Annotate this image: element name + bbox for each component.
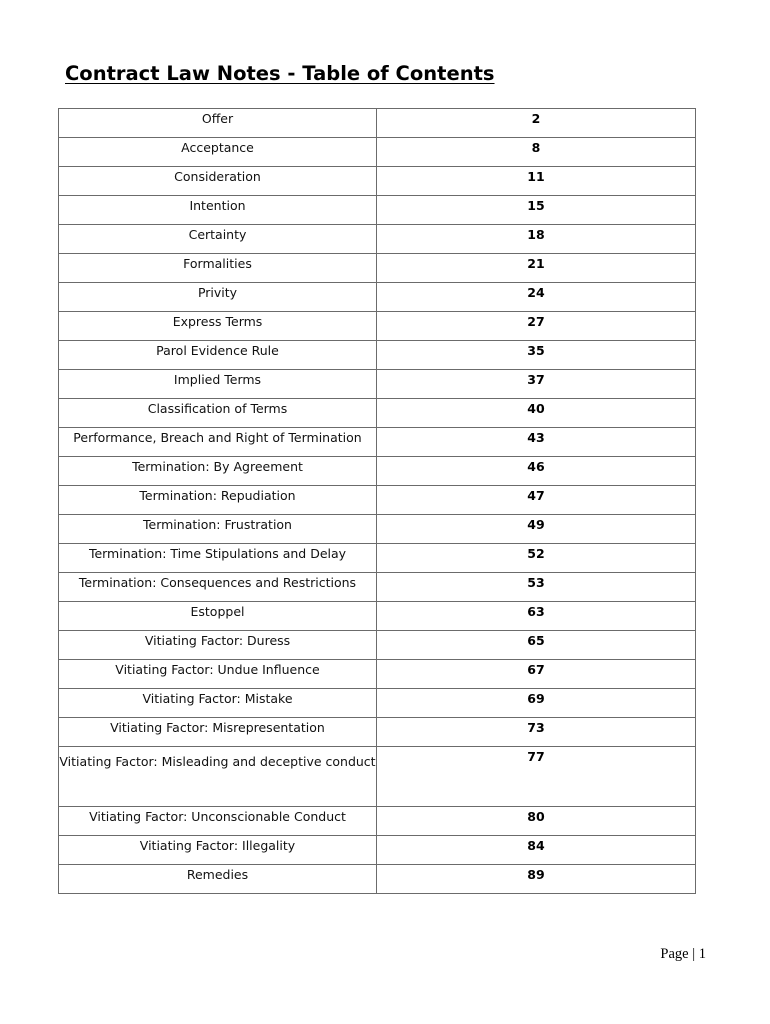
toc-entry-title: Estoppel: [59, 602, 377, 631]
toc-entry-page: 37: [377, 370, 696, 399]
toc-row: [59, 718, 696, 747]
toc-row: [59, 515, 696, 544]
toc-entry-title: Termination: Repudiation: [59, 486, 377, 515]
toc-entry-title: Vitiating Factor: Undue Influence: [59, 660, 377, 689]
toc-row: [59, 109, 696, 138]
toc-entry-page: 40: [377, 399, 696, 428]
toc-entry-title: Consideration: [59, 167, 377, 196]
toc-entry-page: 77: [377, 747, 696, 807]
toc-row: [59, 689, 696, 718]
toc-row: [59, 544, 696, 573]
toc-entry-page: 35: [377, 341, 696, 370]
toc-row: [59, 631, 696, 660]
toc-entry-page: 46: [377, 457, 696, 486]
toc-row: [59, 807, 696, 836]
toc-row: [59, 167, 696, 196]
toc-entry-page: 89: [377, 865, 696, 894]
toc-entry-title: Termination: Frustration: [59, 515, 377, 544]
page-number: Page | 1: [660, 946, 706, 962]
toc-row: [59, 457, 696, 486]
toc-entry-page: 52: [377, 544, 696, 573]
toc-row: [59, 486, 696, 515]
toc-entry-title: Certainty: [59, 225, 377, 254]
toc-row: [59, 254, 696, 283]
toc-entry-title: Offer: [59, 109, 377, 138]
toc-row: [59, 428, 696, 457]
toc-entry-page: 84: [377, 836, 696, 865]
toc-entry-page: 73: [377, 718, 696, 747]
toc-entry-page: 2: [377, 109, 696, 138]
toc-entry-title: Vitiating Factor: Illegality: [59, 836, 377, 865]
toc-entry-page: 8: [377, 138, 696, 167]
toc-entry-title: Vitiating Factor: Unconscionable Conduct: [59, 807, 377, 836]
toc-entry-page: 63: [377, 602, 696, 631]
toc-entry-title: Remedies: [59, 865, 377, 894]
toc-entry-page: 11: [377, 167, 696, 196]
toc-entry-title: Classification of Terms: [59, 399, 377, 428]
page-title: Contract Law Notes - Table of Contents: [65, 62, 495, 85]
toc-entry-page: 65: [377, 631, 696, 660]
toc-entry-title: Express Terms: [59, 312, 377, 341]
toc-body: [59, 109, 696, 894]
toc-entry-page: 43: [377, 428, 696, 457]
toc-entry-page: 69: [377, 689, 696, 718]
toc-entry-page: 24: [377, 283, 696, 312]
toc-row: [59, 573, 696, 602]
toc-entry-title: Performance, Breach and Right of Termination: [59, 428, 377, 457]
toc-entry-page: 47: [377, 486, 696, 515]
table-of-contents: [58, 108, 696, 894]
toc-entry-page: 80: [377, 807, 696, 836]
toc-entry-title: Termination: Consequences and Restrictions: [59, 573, 377, 602]
toc-entry-title: Vitiating Factor: Misrepresentation: [59, 718, 377, 747]
toc-entry-title: Intention: [59, 196, 377, 225]
toc-entry-page: 53: [377, 573, 696, 602]
toc-row: [59, 341, 696, 370]
toc-row: [59, 138, 696, 167]
toc-entry-page: 21: [377, 254, 696, 283]
toc-row: [59, 399, 696, 428]
toc-entry-title: Vitiating Factor: Mistake: [59, 689, 377, 718]
toc-row: [59, 196, 696, 225]
toc-entry-title: Privity: [59, 283, 377, 312]
toc-entry-title: Formalities: [59, 254, 377, 283]
toc-row: [59, 602, 696, 631]
toc-entry-title: Parol Evidence Rule: [59, 341, 377, 370]
toc-entry-page: 15: [377, 196, 696, 225]
toc-entry-title: Implied Terms: [59, 370, 377, 399]
toc-row: [59, 312, 696, 341]
toc-row: [59, 747, 696, 807]
toc-entry-title: Vitiating Factor: Duress: [59, 631, 377, 660]
toc-row: [59, 225, 696, 254]
toc-row: [59, 283, 696, 312]
toc-entry-page: 67: [377, 660, 696, 689]
toc-entry-title: Acceptance: [59, 138, 377, 167]
toc-entry-title: Vitiating Factor: Misleading and deceptive conduct: [59, 747, 377, 807]
toc-row: [59, 836, 696, 865]
toc-entry-page: 27: [377, 312, 696, 341]
toc-entry-page: 49: [377, 515, 696, 544]
toc-entry-title: Termination: By Agreement: [59, 457, 377, 486]
toc-row: [59, 865, 696, 894]
toc-row: [59, 660, 696, 689]
toc-entry-page: 18: [377, 225, 696, 254]
toc-entry-title: Termination: Time Stipulations and Delay: [59, 544, 377, 573]
toc-row: [59, 370, 696, 399]
